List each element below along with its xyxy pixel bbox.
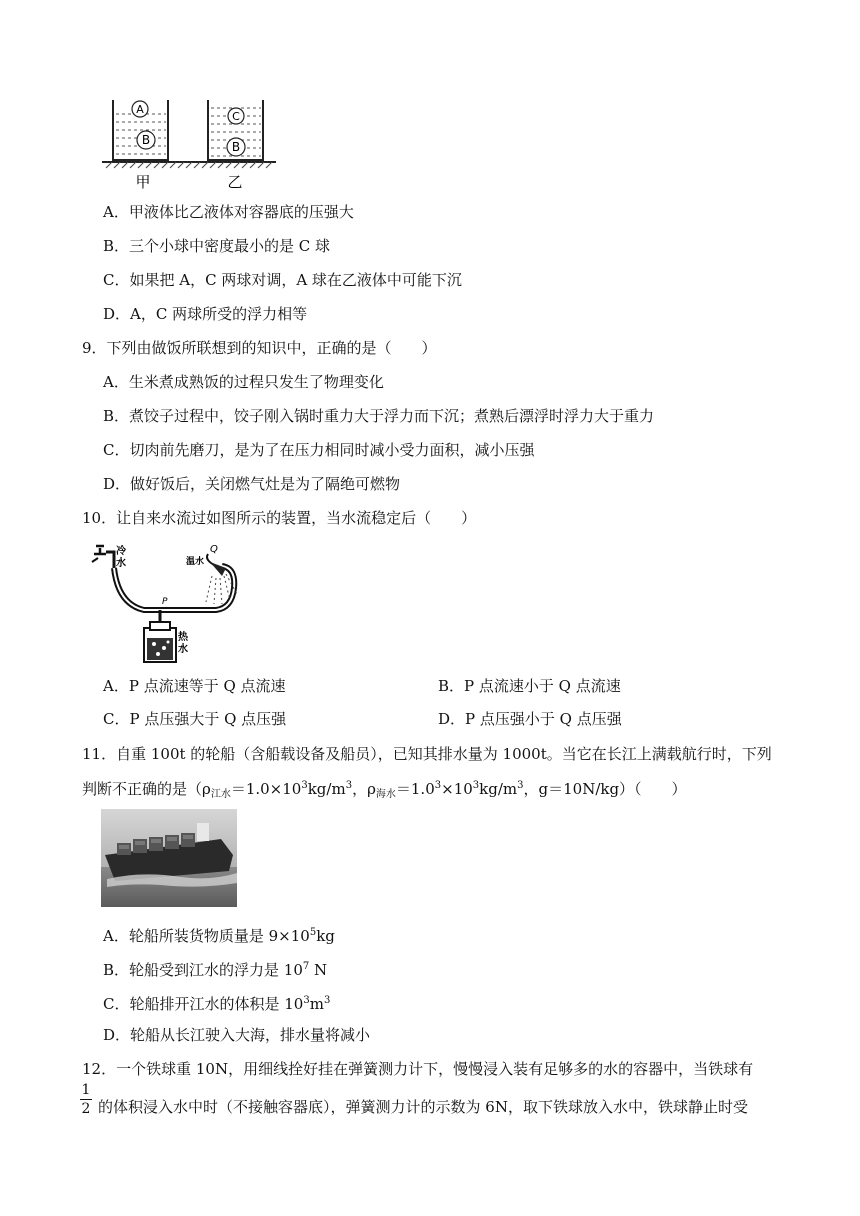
q9-option-b: B．煮饺子过程中，饺子刚入锅时重力大于浮力而下沉；煮熟后漂浮时浮力大于重力 bbox=[103, 407, 655, 425]
q9-stem: 9．下列由做饭所联想到的知识中，正确的是（ ） bbox=[82, 339, 437, 357]
q8-option-b: B．三个小球中密度最小的是 C 球 bbox=[103, 237, 331, 255]
q10-option-a: A．P 点流速等于 Q 点流速 bbox=[103, 677, 286, 695]
q9-option-c: C．切肉前先磨刀，是为了在压力相同时减小受力面积，减小压强 bbox=[103, 441, 535, 459]
label-water-2: 水 bbox=[178, 644, 188, 655]
q12-stem-line1: 12．一个铁球重 10N，用细线拴好挂在弹簧测力计下，慢慢浸入装有足够多的水的容器中，当铁球有 bbox=[82, 1060, 754, 1078]
q9-option-a: A．生米煮成熟饭的过程只发生了物理变化 bbox=[103, 373, 384, 391]
q12-stem-line2: 的体积浸入水中时（不接触容器底），弹簧测力计的示数为 6N，取下铁球放入水中，铁球静止时受 bbox=[98, 1098, 748, 1116]
container-label-yi: 乙 bbox=[227, 173, 243, 191]
label-cold: 冷 bbox=[116, 546, 126, 557]
q10-option-c: C．P 点压强大于 Q 点压强 bbox=[103, 710, 287, 728]
fraction-denominator: 2 bbox=[81, 1101, 91, 1117]
ball-a-label: A bbox=[136, 103, 144, 116]
label-hot-water: 温水 bbox=[186, 557, 205, 567]
q8-option-a: A．甲液体比乙液体对容器底的压强大 bbox=[103, 203, 354, 221]
q11-option-c: C．轮船排开江水的体积是 $10^3m^3$ bbox=[103, 995, 331, 1013]
q10-option-d: D．P 点压强小于 Q 点压强 bbox=[438, 710, 622, 728]
q11-option-a: A．轮船所装货物质量是 $9\times 10^5kg$ bbox=[103, 927, 335, 945]
q9-option-d: D．做好饭后，关闭燃气灶是为了隔绝可燃物 bbox=[103, 475, 401, 493]
q10-option-b: B．P 点流速小于 Q 点流速 bbox=[438, 677, 621, 695]
q10-stem: 10．让自来水流过如图所示的装置，当水流稳定后（ ） bbox=[82, 509, 477, 527]
q8-option-c: C．如果把 A，C 两球对调，A 球在乙液体中可能下沉 bbox=[103, 271, 462, 289]
q11-stem-line1: 11．自重 100t 的轮船（含船载设备及船员），已知其排水量为 1000t。当它在长江上满载航行时，下列 bbox=[82, 745, 772, 763]
label-hot: 热 bbox=[178, 632, 188, 643]
water-device-figure bbox=[84, 538, 246, 664]
ball-b-left-label: B bbox=[141, 133, 151, 147]
q12-fraction bbox=[80, 1082, 92, 1117]
ship-photo bbox=[101, 809, 237, 907]
containers-figure bbox=[100, 96, 280, 192]
label-p: P bbox=[162, 597, 168, 607]
ball-c-label: C bbox=[232, 110, 240, 123]
label-water-1: 水 bbox=[116, 558, 126, 569]
fraction-numerator: 1 bbox=[81, 1082, 91, 1098]
q11-option-b: B．轮船受到江水的浮力是 $10^7$ N bbox=[103, 961, 328, 979]
q11-option-d: D．轮船从长江驶入大海，排水量将减小 bbox=[103, 1026, 371, 1044]
q11-stem-line2: 判断不正确的是（$\rho_{江水}=1.0\times 10^3kg/m^3$，$\rho_{海水}=1.0^3\times 10^3kg/m^3$，g＝10N/kg）（ ） bbox=[82, 780, 687, 800]
q8-option-d: D．A，C 两球所受的浮力相等 bbox=[103, 305, 308, 323]
label-q: Q bbox=[210, 544, 218, 555]
ball-b-right-label: B bbox=[231, 140, 241, 154]
container-label-jia: 甲 bbox=[135, 173, 151, 191]
